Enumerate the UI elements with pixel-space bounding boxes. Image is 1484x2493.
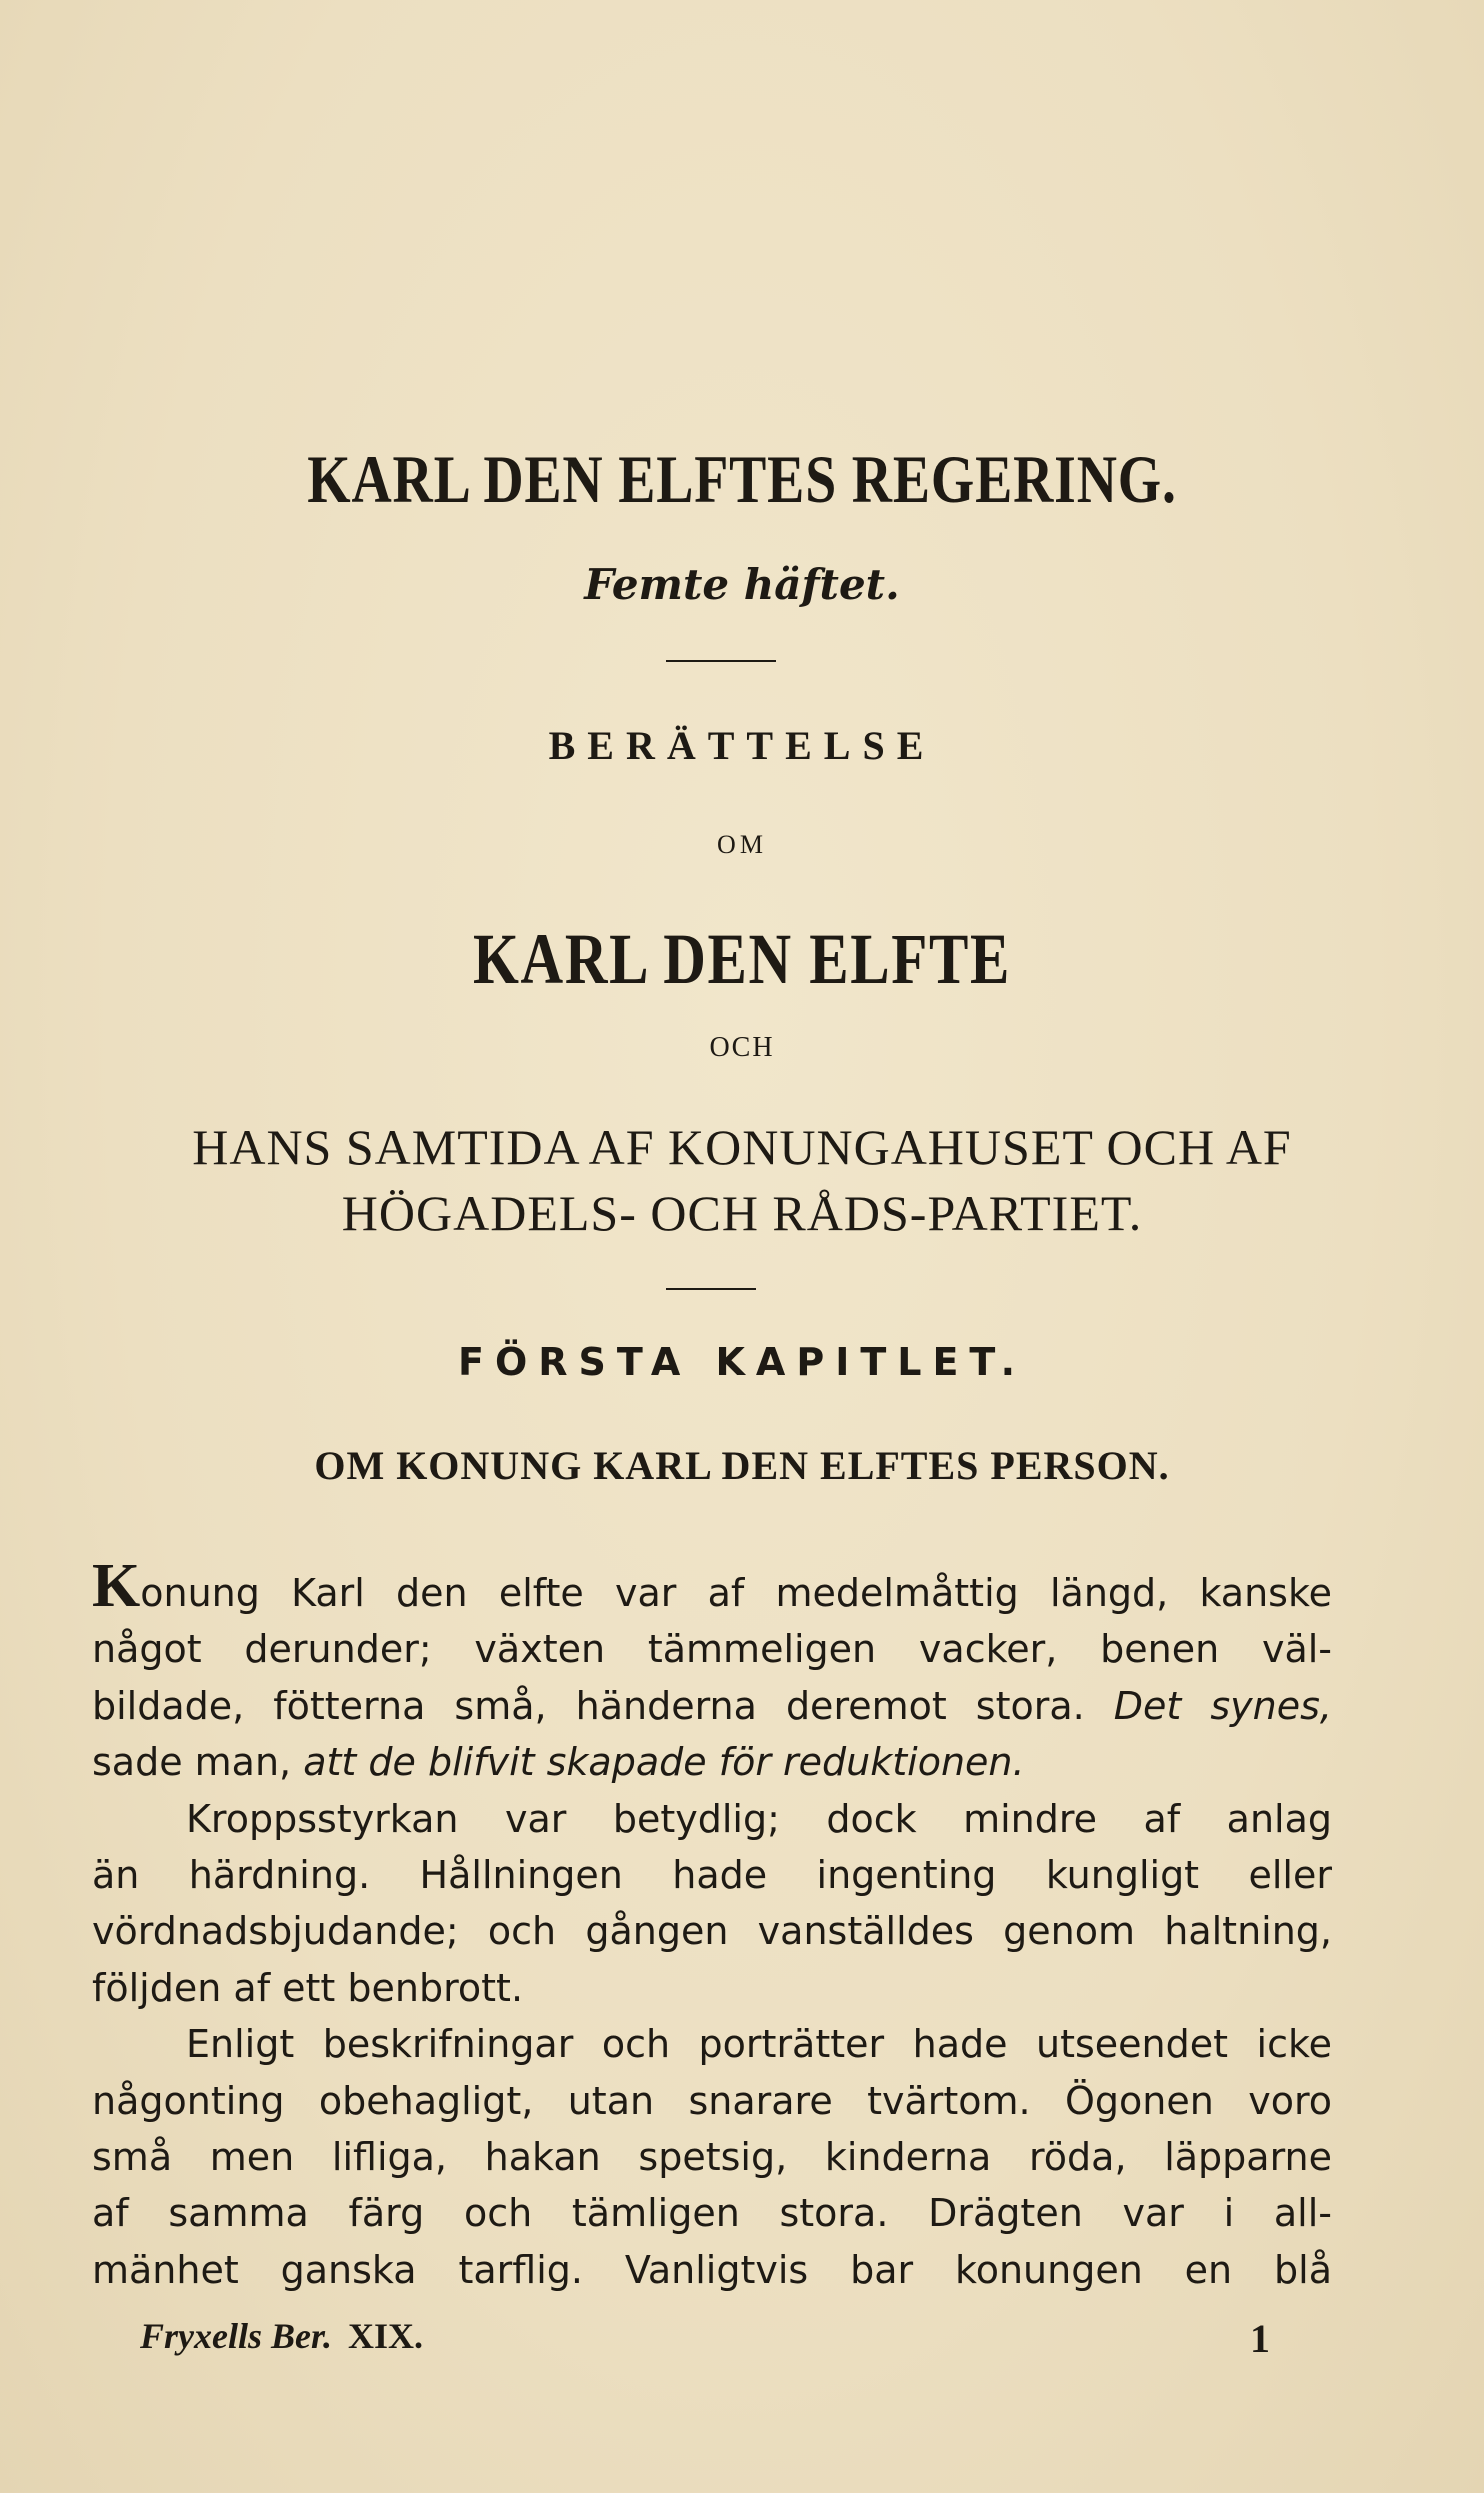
text-span: bildade, fötterna små, händerna deremot stora. [92,1683,1085,1728]
text-line: små men lifliga, hakan spetsig, kinderna röda, läpparne [92,2134,1332,2179]
page-number: 1 [1250,2316,1270,2361]
text-line: någonting obehagligt, utan snarare tvärtom. Ögonen voro [92,2078,1332,2123]
section-om: OM [717,830,767,859]
text-line: något derunder; växten tämmeligen vacker, benen väl- [92,1627,1332,1672]
section-subject: KARL DEN ELFTE [472,919,1012,999]
text-line [92,1678,1332,1734]
italic-span: Det synes, [1113,1683,1332,1728]
text-span: onung Karl den elfte var af medelmåttig längd, kanske [140,1571,1332,1615]
printer-signature: Fryxells Ber. [140,2316,333,2356]
text-line: Enligt beskrifningar och porträtter hade utseendet icke [186,2022,1332,2067]
main-title: KARL DEN ELFTES REGERING. [307,441,1177,517]
text-line [92,1734,1332,1790]
section-line-2: HÖGADELS- OCH RÅDS-PARTIET. [341,1185,1143,1241]
section-och: OCH [709,1032,775,1063]
section-label: BERÄTTELSE [548,723,936,768]
text-line: följden af ett benbrott. [92,1965,524,2010]
subtitle: Femte häftet. [584,560,900,609]
text-line: mänhet ganska tarflig. Vanligtvis bar konungen en blå [92,2247,1332,2292]
divider-rule-middle [666,1288,756,1290]
body-text [92,1552,1332,2298]
section-line-1: HANS SAMTIDA AF KONUNGAHUSET OCH AF [192,1119,1292,1175]
volume-mark: XIX. [348,2316,424,2356]
text-line: vördnadsbjudande; och gången vanställdes genom haltning, [92,1909,1332,1954]
text-span: sade man, [92,1740,292,1785]
chapter-label: FÖRSTA KAPITLET. [457,1340,1027,1384]
text-line: af samma färg och tämligen stora. Drägten var i all- [92,2191,1332,2236]
chapter-title: OM KONUNG KARL DEN ELFTES PERSON. [314,1443,1170,1488]
text-line [92,1552,1332,1621]
text-line: än härdning. Hållningen hade ingenting kungligt eller [92,1852,1332,1897]
italic-span: att de blifvit skapade för reduktionen. [303,1740,1025,1785]
page-footer [140,2315,1270,2361]
text-line: Kroppsstyrkan var betydlig; dock mindre af anlag [186,1796,1332,1841]
drop-cap: K [92,1552,141,1620]
divider-rule-top [666,660,776,662]
